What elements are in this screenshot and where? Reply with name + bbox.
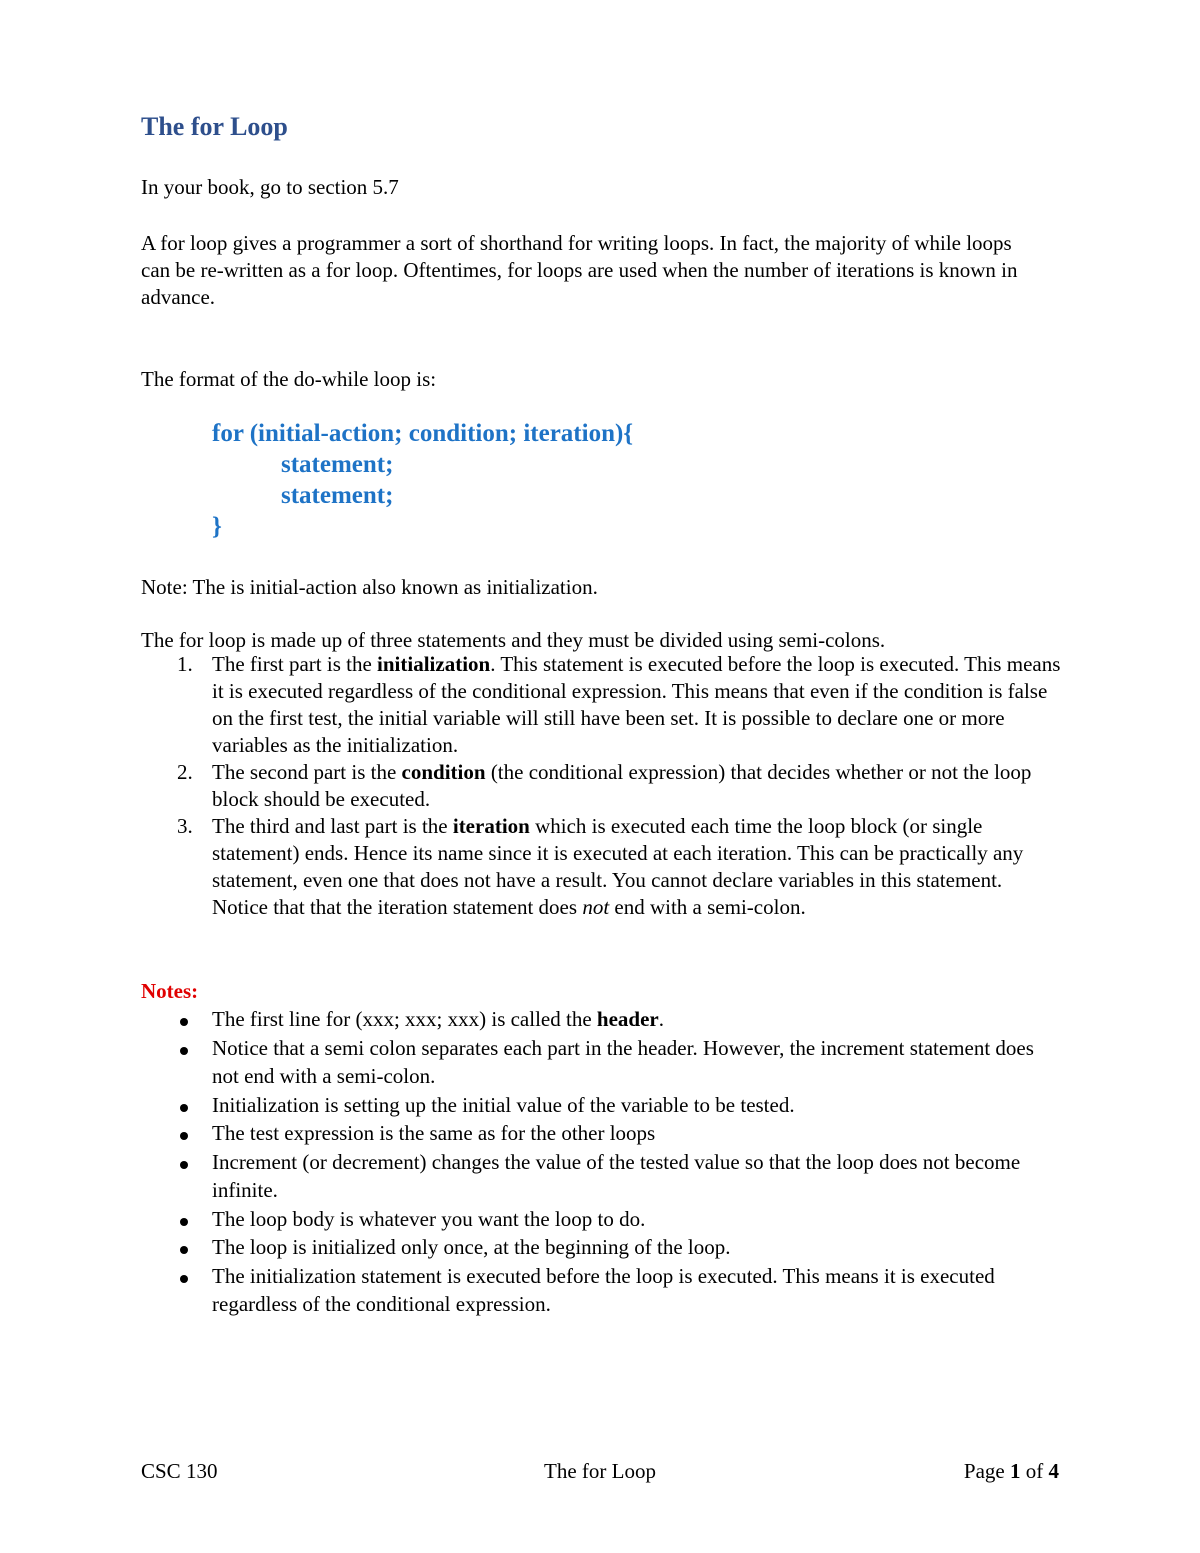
bullet-icon bbox=[180, 1047, 188, 1055]
list-item bbox=[141, 1148, 1041, 1205]
code-block bbox=[212, 418, 633, 542]
notes-heading: Notes: bbox=[141, 979, 199, 1003]
code-line: } bbox=[212, 513, 222, 540]
list-number: 3. bbox=[177, 814, 193, 838]
steps-intro-text: The for loop is made up of three statements and they must be divided using semi-colons. bbox=[141, 628, 886, 652]
current-page: 1 bbox=[1010, 1459, 1021, 1483]
step-text: The third and last part is the bbox=[212, 814, 453, 838]
code-line: statement; bbox=[281, 451, 394, 478]
list-item bbox=[141, 1262, 1041, 1319]
description-paragraph: A for loop gives a programmer a sort of shorthand for writing loops. In fact, the majority of while loops can be re-written as a for loop. Oftentimes, for loops are used when the number of iterations is known in advance. bbox=[141, 231, 1018, 309]
step-keyword: condition bbox=[401, 760, 486, 784]
note-text: The first line for (xxx; xxx; xxx) is called the bbox=[212, 1007, 597, 1031]
list-item bbox=[141, 1119, 1041, 1148]
step-emphasis: not bbox=[582, 895, 610, 919]
list-item bbox=[141, 1034, 1041, 1091]
page-title: The for Loop bbox=[141, 112, 288, 141]
page-label: Page bbox=[963, 1459, 1010, 1483]
list-item bbox=[141, 1233, 1041, 1262]
step-keyword: iteration bbox=[452, 814, 530, 838]
note-text: The initialization statement is executed before the loop is executed. This means it is executed regardless of the conditional expression. bbox=[212, 1263, 995, 1316]
step-text: . This statement is executed before the loop is executed. This means it is executed regardless of the conditional expression. This means that even if the condition is false on the first test, the initial variable will still have been set. It is possible to declare one or more variables as the initialization. bbox=[212, 652, 1061, 757]
notes-list bbox=[141, 1005, 1041, 1319]
intro-text: In your book, go to section 5.7 bbox=[141, 175, 399, 199]
step-text: The second part is the bbox=[212, 760, 402, 784]
note-text: Increment (or decrement) changes the value of the tested value so that the loop does not become infinite. bbox=[212, 1149, 1021, 1202]
bullet-icon bbox=[180, 1104, 188, 1112]
step-keyword: initialization bbox=[377, 652, 491, 676]
bullet-icon bbox=[180, 1246, 188, 1254]
note-text: The test expression is the same as for the other loops bbox=[212, 1121, 656, 1145]
list-item bbox=[141, 1091, 1041, 1120]
steps-list bbox=[141, 651, 1061, 921]
list-item bbox=[141, 651, 1061, 759]
footer-title: The for Loop bbox=[544, 1459, 656, 1483]
note-text: The loop is initialized only once, at the beginning of the loop. bbox=[212, 1235, 731, 1259]
step-text: which is executed each time the loop block (or single statement) ends. Hence its name since it is executed at each iteration. This can be practically any statement, even one that does not have a result. You cannot declare variables in this statement. Notice that that the iteration statement does bbox=[212, 814, 1024, 919]
note-text: Note: The is initial-action also known as initialization. bbox=[141, 575, 598, 599]
footer-page-number bbox=[964, 1458, 1059, 1485]
note-text: The loop body is whatever you want the loop to do. bbox=[212, 1206, 646, 1231]
format-intro-text: The format of the do-while loop is: bbox=[141, 367, 437, 391]
list-item bbox=[141, 1205, 1041, 1234]
list-item bbox=[141, 1005, 1041, 1034]
footer-course: CSC 130 bbox=[141, 1459, 218, 1483]
list-item bbox=[141, 759, 1061, 813]
note-text: Initialization is setting up the initial value of the variable to be tested. bbox=[212, 1092, 795, 1117]
note-keyword: header bbox=[596, 1007, 659, 1031]
bullet-icon bbox=[180, 1218, 188, 1226]
step-text: end with a semi-colon. bbox=[609, 895, 806, 919]
list-item bbox=[141, 813, 1061, 921]
list-number: 1. bbox=[177, 652, 193, 676]
code-line: for (initial-action; condition; iteration){ bbox=[212, 420, 634, 447]
bullet-icon bbox=[180, 1132, 188, 1140]
bullet-icon bbox=[180, 1275, 188, 1283]
list-number: 2. bbox=[177, 760, 193, 784]
bullet-icon bbox=[180, 1161, 188, 1169]
note-text: . bbox=[658, 1007, 664, 1031]
note-text: Notice that a semi colon separates each part in the header. However, the increment statement does not end with a semi-colon. bbox=[212, 1035, 1034, 1088]
step-text: (the conditional expression) that decides whether or not the loop block should be executed. bbox=[212, 760, 1032, 811]
code-line: statement; bbox=[281, 482, 394, 509]
total-pages: 4 bbox=[1048, 1459, 1059, 1483]
step-text: The first part is the bbox=[212, 652, 378, 676]
bullet-icon bbox=[180, 1018, 188, 1026]
of-label: of bbox=[1020, 1459, 1049, 1483]
